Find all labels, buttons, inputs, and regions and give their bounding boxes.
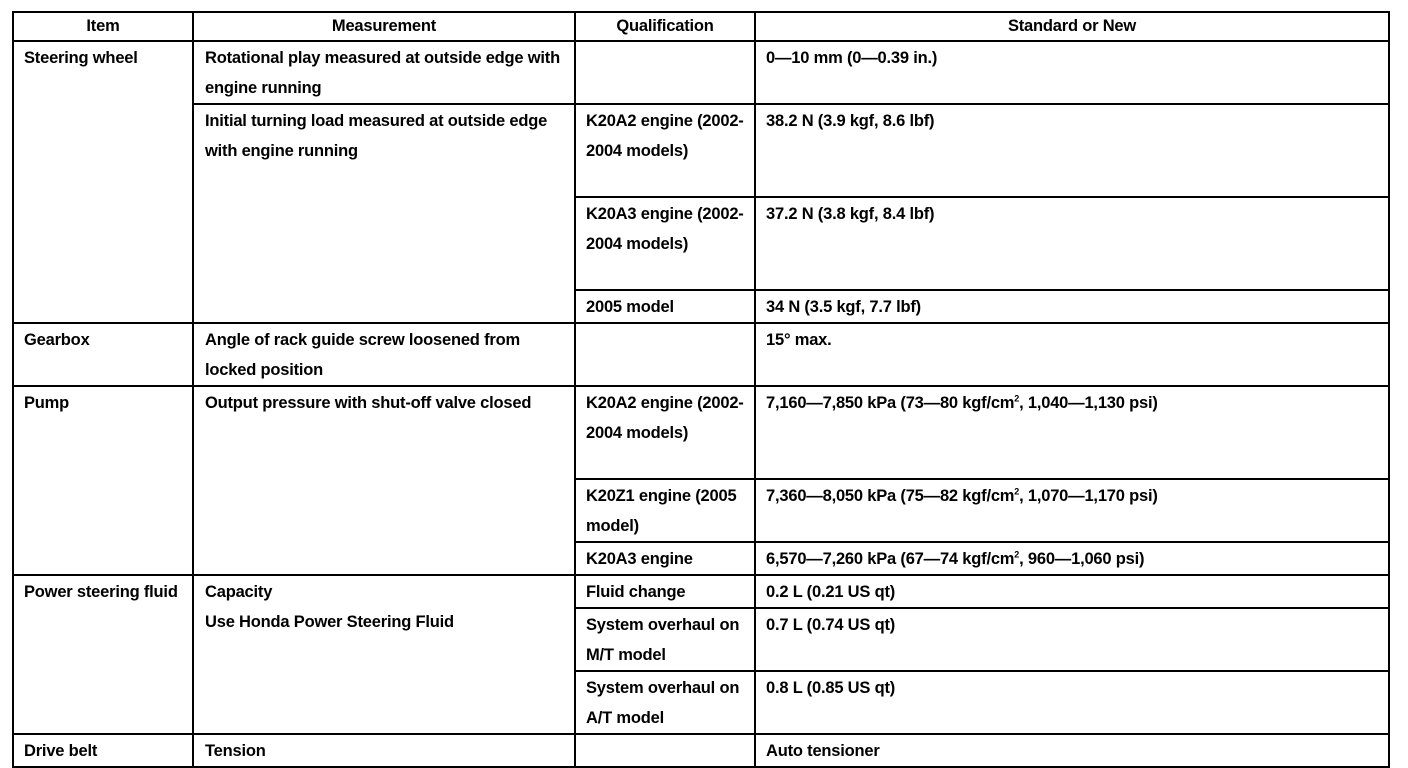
standard-cell: 15° max. (755, 323, 1389, 386)
standard-cell: 0—10 mm (0—0.39 in.) (755, 41, 1389, 104)
measurement-cell (193, 575, 575, 734)
standard-text: , 960—1,060 psi) (1019, 550, 1145, 568)
table-row (13, 386, 1389, 479)
measurement-cell: Angle of rack guide screw loosened from locked position (193, 323, 575, 386)
table-row (13, 104, 1389, 197)
qualification-cell: 2005 model (575, 290, 755, 323)
header-item: Item (13, 12, 193, 41)
item-cell: Power steering fluid (13, 575, 193, 734)
qualification-cell: K20A2 engine (2002-2004 models) (575, 104, 755, 197)
measurement-line: Use Honda Power Steering Fluid (205, 613, 454, 631)
measurement-cell: Rotational play measured at outside edge with engine running (193, 41, 575, 104)
table-row (13, 575, 1389, 608)
measurement-cell: Tension (193, 734, 575, 767)
qualification-cell (575, 323, 755, 386)
standard-text: 7,160—7,850 kPa (73—80 kgf/cm (766, 394, 1015, 412)
standard-cell: Auto tensioner (755, 734, 1389, 767)
qualification-cell: System overhaul on M/T model (575, 608, 755, 671)
measurement-cell: Output pressure with shut-off valve closed (193, 386, 575, 575)
qualification-cell: Fluid change (575, 575, 755, 608)
superscript: 2 (1014, 393, 1020, 404)
item-cell: Drive belt (13, 734, 193, 767)
qualification-cell (575, 41, 755, 104)
standard-text: , 1,040—1,130 psi) (1019, 394, 1158, 412)
header-qualification: Qualification (575, 12, 755, 41)
standard-cell: 0.8 L (0.85 US qt) (755, 671, 1389, 734)
table-row (13, 41, 1389, 104)
qualification-cell: K20A2 engine (2002-2004 models) (575, 386, 755, 479)
standard-text: 7,360—8,050 kPa (75—82 kgf/cm (766, 487, 1015, 505)
superscript: 2 (1014, 486, 1020, 497)
standard-text: , 1,070—1,170 psi) (1019, 487, 1158, 505)
header-measurement: Measurement (193, 12, 575, 41)
standard-cell (755, 386, 1389, 479)
qualification-cell: K20Z1 engine (2005 model) (575, 479, 755, 542)
qualification-cell: K20A3 engine (575, 542, 755, 575)
header-standard: Standard or New (755, 12, 1389, 41)
measurement-cell: Initial turning load measured at outside edge with engine running (193, 104, 575, 323)
table-row (13, 734, 1389, 767)
qualification-cell (575, 734, 755, 767)
header-row (13, 12, 1389, 41)
standard-text: 6,570—7,260 kPa (67—74 kgf/cm (766, 550, 1015, 568)
standard-cell: 0.7 L (0.74 US qt) (755, 608, 1389, 671)
item-cell: Steering wheel (13, 41, 193, 323)
standard-cell: 34 N (3.5 kgf, 7.7 lbf) (755, 290, 1389, 323)
standard-cell (755, 479, 1389, 542)
item-cell: Gearbox (13, 323, 193, 386)
standard-cell: 38.2 N (3.9 kgf, 8.6 lbf) (755, 104, 1389, 197)
qualification-cell: K20A3 engine (2002-2004 models) (575, 197, 755, 290)
standard-cell: 0.2 L (0.21 US qt) (755, 575, 1389, 608)
standard-cell: 37.2 N (3.8 kgf, 8.4 lbf) (755, 197, 1389, 290)
superscript: 2 (1014, 549, 1020, 560)
spec-table (12, 11, 1390, 768)
measurement-line: Capacity (205, 583, 273, 601)
item-cell: Pump (13, 386, 193, 575)
standard-cell (755, 542, 1389, 575)
table-row (13, 323, 1389, 386)
qualification-cell: System overhaul on A/T model (575, 671, 755, 734)
